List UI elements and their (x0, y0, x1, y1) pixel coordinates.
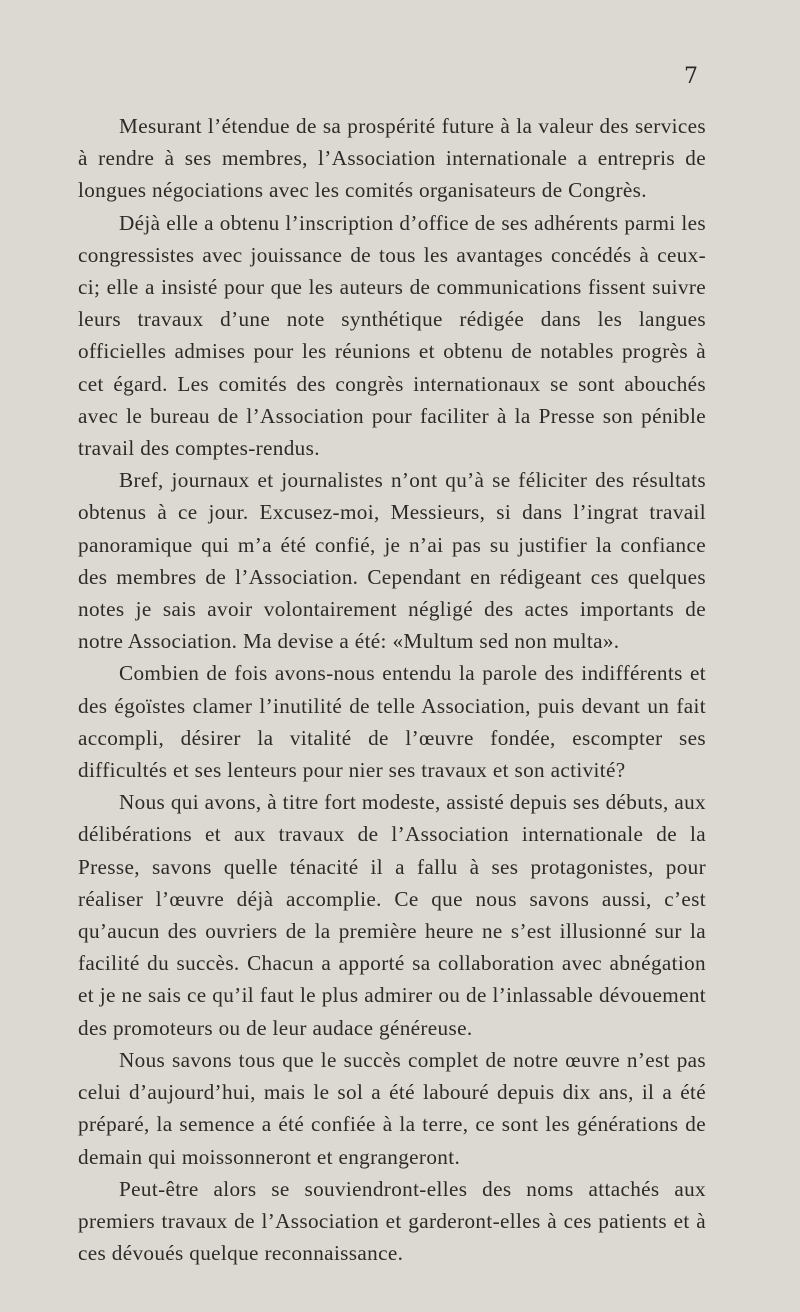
paragraph-2: Déjà elle a obtenu l’inscription d’office de ses adhérents parmi les congressistes avec jouissance de tous les avantages concédés à ceux-ci; elle a insisté pour que les auteurs de communications fissent suivre leurs travaux d’une note synthétique rédigée dans les langues officielles admises pour les réunions et obtenu de notables progrès à cet égard. Les comités des congrès internationaux se sont abouchés avec le bureau de l’Association pour faciliter à la Presse son pénible travail des comptes-rendus. (78, 210, 706, 461)
paragraph-3: Bref, journaux et journalistes n’ont qu’à se féliciter des résultats obtenus à ce jour. Excusez-moi, Messieurs, si dans l’ingrat travail panoramique qui m’a été confié, je n’ai pas su justifier la confiance des membres de l’Association. Cependant en rédigeant ces quelques notes je sais avoir volontairement négligé des actes importants de notre Association. Ma devise a été: «Multum sed non multa». (78, 468, 706, 654)
paragraph-7: Peut-être alors se souviendront-elles des noms attachés aux premiers travaux de l’Association et garderont-elles à ces patients et à ces dévoués quelque reconnaissance. (78, 1176, 706, 1266)
page-number: 7 (684, 64, 698, 89)
paragraph-5: Nous qui avons, à titre fort modeste, assisté depuis ses débuts, aux délibérations et aux travaux de l’Association internationale de la Presse, savons quelle ténacité il a fallu à ses protagonistes, pour réaliser l’œuvre déjà accomplie. Ce que nous savons aussi, c’est qu’aucun des ouvriers de la première heure ne s’est illusionné sur la facilité du succès. Chacun a apporté sa collaboration avec abnégation et je ne sais ce qu’il faut le plus admirer ou de l’inlassable dévouement des promoteurs ou de leur audace généreuse. (78, 790, 706, 1040)
paragraph-6: Nous savons tous que le succès complet de notre œuvre n’est pas celui d’aujourd’hui, mais le sol a été labouré depuis dix ans, il a été préparé, la semence a été confiée à la terre, ce sont les générations de demain qui moissonneront et engrangeront. (78, 1047, 706, 1169)
paragraph-1: Mesurant l’étendue de sa prospérité future à la valeur des services à rendre à ses membres, l’Association internationale a entrepris de longues négociations avec les comités organisateurs de Congrès. (78, 114, 706, 203)
body-text (78, 110, 706, 1269)
paragraph-4: Combien de fois avons-nous entendu la parole des indifférents et des égoïstes clamer l’inutilité de telle Association, puis devant un fait accompli, désirer la vitalité de l’œuvre fondée, escompter ses difficultés et ses lenteurs pour nier ses travaux et son activité? (78, 661, 706, 783)
